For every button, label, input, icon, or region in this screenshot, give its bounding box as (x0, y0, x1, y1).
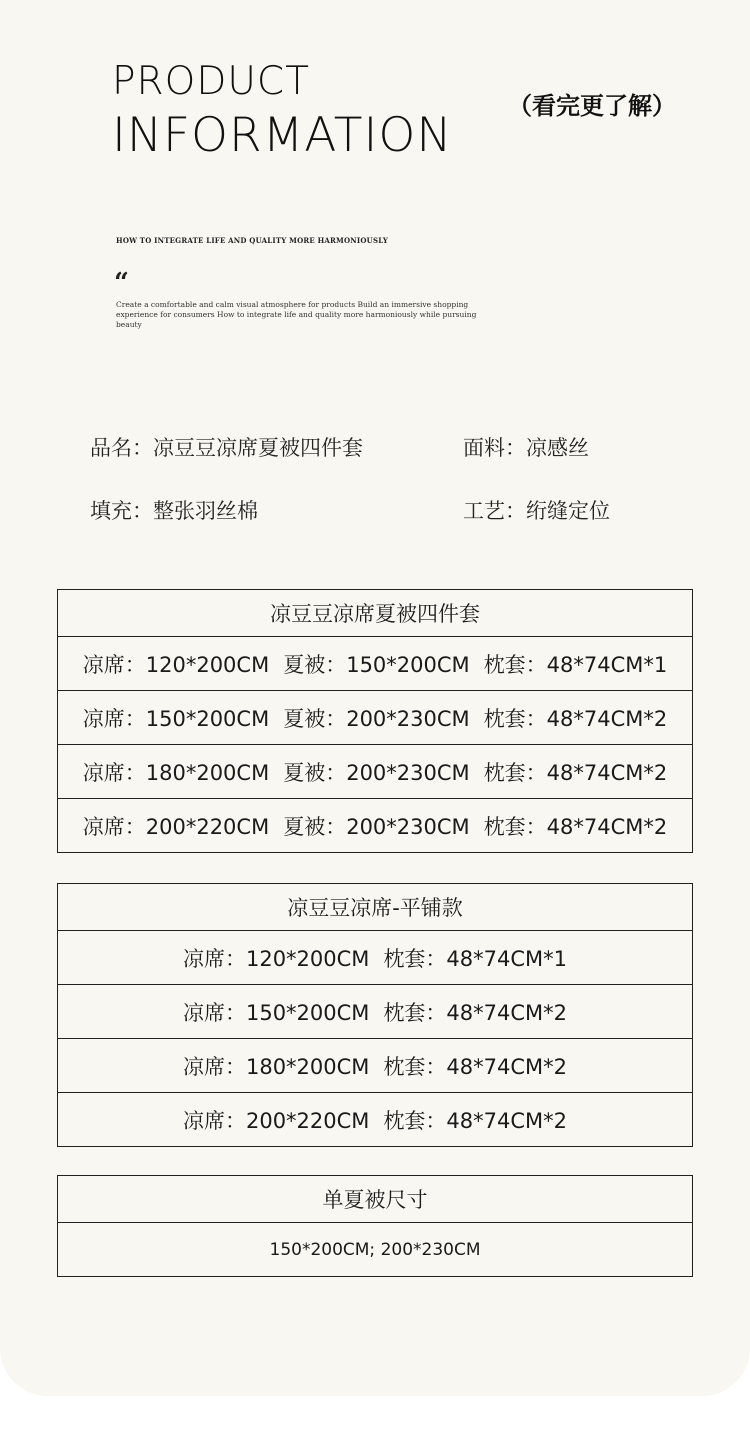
quote-mark-icon: “ (114, 268, 129, 298)
spec-label: 填充： (90, 499, 153, 523)
description-text: Create a comfortable and calm visual atmosphere for products Build an immersive shopping experience for consumers How to integrate life and quality more harmoniously while pursuing beauty (116, 300, 477, 329)
cell-quilt: 夏被：200*230CM (283, 814, 470, 839)
cell-pillowcase: 枕套：48*74CM*2 (383, 1054, 568, 1079)
cell-pillowcase: 枕套：48*74CM*2 (483, 814, 668, 839)
read-more-note: （看完更了解） (508, 92, 676, 120)
cell-quilt: 夏被：200*230CM (283, 706, 470, 731)
cell-pillowcase: 枕套：48*74CM*1 (383, 946, 568, 971)
cell-mat: 凉席：200*220CM (182, 1108, 370, 1133)
page-title-line-2: INFORMATION (112, 108, 453, 163)
cell-pillowcase: 枕套：48*74CM*2 (483, 706, 668, 731)
cell-mat: 凉席：150*200CM (82, 706, 270, 731)
cell-mat: 凉席：150*200CM (182, 1000, 370, 1025)
cell-pillowcase: 枕套：48*74CM*2 (383, 1000, 568, 1025)
cell-pillowcase: 枕套：48*74CM*2 (483, 760, 668, 785)
table-row (58, 744, 692, 798)
size-table-single-quilt (57, 1175, 693, 1277)
spec-fabric (463, 432, 589, 462)
cell-mat: 凉席：180*200CM (82, 760, 270, 785)
spec-value: 凉豆豆凉席夏被四件套 (153, 436, 363, 460)
spec-filling (90, 495, 258, 525)
page-title-line-1: PRODUCT (112, 59, 310, 104)
table-row (58, 984, 692, 1038)
cell-pillowcase: 枕套：48*74CM*1 (483, 652, 668, 677)
spec-craft (463, 495, 610, 525)
cell-quilt-sizes: 150*200CM; 200*230CM (269, 1239, 481, 1260)
cell-quilt: 夏被：150*200CM (283, 652, 470, 677)
table-row (58, 798, 692, 852)
size-table-flat (57, 883, 693, 1147)
size-table-four-piece (57, 589, 693, 853)
cell-quilt: 夏被：200*230CM (283, 760, 470, 785)
table-row (58, 636, 692, 690)
cell-mat: 凉席：200*220CM (82, 814, 270, 839)
table-row (58, 1038, 692, 1092)
spec-label: 工艺： (463, 499, 526, 523)
cell-pillowcase: 枕套：48*74CM*2 (383, 1108, 568, 1133)
table-row (58, 1222, 692, 1276)
table-header: 凉豆豆凉席-平铺款 (287, 896, 463, 920)
table-header: 凉豆豆凉席夏被四件套 (270, 602, 480, 626)
table-header: 单夏被尺寸 (322, 1188, 428, 1212)
table-row (58, 930, 692, 984)
cell-mat: 凉席：120*200CM (82, 652, 270, 677)
cell-mat: 凉席：180*200CM (182, 1054, 370, 1079)
spec-value: 绗缝定位 (526, 499, 610, 523)
spec-value: 整张羽丝棉 (153, 499, 258, 523)
spec-label: 面料： (463, 436, 526, 460)
spec-product-name (90, 432, 363, 462)
spec-value: 凉感丝 (526, 436, 589, 460)
table-row (58, 690, 692, 744)
table-row (58, 1092, 692, 1146)
tagline: HOW TO INTEGRATE LIFE AND QUALITY MORE HARMONIOUSLY (116, 236, 389, 245)
cell-mat: 凉席：120*200CM (182, 946, 370, 971)
spec-label: 品名： (90, 436, 153, 460)
